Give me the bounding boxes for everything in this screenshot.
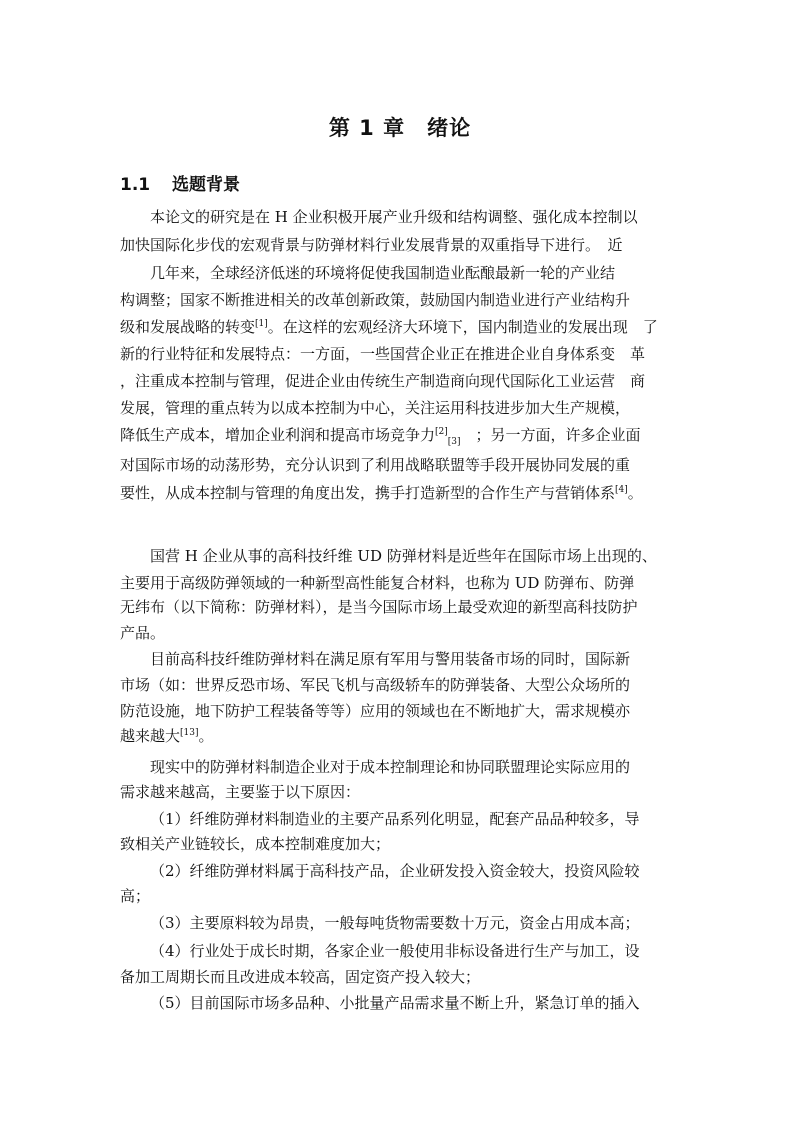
text-line [120,425,641,445]
text-fragment: 。在这样的宏观经济大环境下，国内制造业的发展出现 了 [267,318,658,336]
text-line: ，注重成本控制与管理，促进企业由传统生产制造商向现代国际化工业运营 商 [120,372,646,390]
list-item-line: （5）目前国际市场多品种、小批量产品需求量不断上升，紧急订单的插入 [150,994,640,1012]
text-fragment: 越来越大 [120,727,181,745]
list-item-line: 致相关产业链较长，成本控制难度加大； [120,835,391,853]
text-line: 产品。 [120,624,166,642]
citation-ref: [4] [615,485,628,495]
text-line [120,483,643,503]
chapter-heading [0,112,800,142]
list-item-line: （4）行业处于成长时期，各家企业一般使用非标设备进行生产与加工，设 [150,942,640,960]
text-fragment: 。 [627,484,643,502]
list-item-line: （1）纤维防弹材料制造业的主要产品系列化明显，配套产品品种较多，导 [150,810,640,828]
text-line: 本论文的研究是在 H 企业积极开展产业升级和结构调整、强化成本控制以 [150,208,638,226]
text-line: 国营 H 企业从事的高科技纤维 UD 防弹材料是近些年在国际市场上出现的、 [150,547,657,565]
text-line: 防范设施，地下防护工程装备等等）应用的领域也在不断地扩大，需求规模亦 [120,702,631,720]
text-line: 主要用于高级防弹领域的一种新型高性能复合材料，也称为 UD 防弹布、防弹 [120,574,635,592]
list-item-line: 备加工周期长而且改进成本较高，固定资产投入较大； [120,968,481,986]
text-line: 发展，管理的重点转为以成本控制为中心，关注运用科技进步加大生产规模， [120,399,631,417]
section-title: 选题背景 [172,175,240,195]
citation-ref: [1] [255,319,268,329]
text-line: 市场（如：世界反恐市场、军民飞机与高级轿车的防弹装备、大型公众场所的 [120,676,631,694]
citation-ref: [13] [180,728,199,738]
text-line: 对国际市场的动荡形势，充分认识到了利用战略联盟等手段开展协同发展的重 [120,456,631,474]
citation-ref: [2] [435,427,448,437]
text-line: 现实中的防弹材料制造企业对于成本控制理论和协同联盟理论实际应用的 [150,758,631,776]
chapter-title: 绪论 [427,116,472,140]
chapter-number: 第 1 章 [328,116,406,140]
text-line: 目前高科技纤维防弹材料在满足原有军用与警用装备市场的同时，国际新 [150,650,631,668]
text-fragment: 级和发展战略的转变 [120,318,256,336]
text-line: 构调整；国家不断推进相关的改革创新政策，鼓励国内制造业进行产业结构升 [120,291,631,309]
text-fragment: ；另一方面，许多企业面 [460,426,641,444]
text-line: 几年来，全球经济低迷的环境将促使我国制造业酝酿最新一轮的产业结 [150,264,616,282]
text-fragment: 。 [198,727,214,745]
text-line [120,726,214,746]
list-item-line: （2）纤维防弹材料属于高科技产品，企业研发投入资金较大，投资风险较 [150,862,640,880]
text-line: 无纬布（以下简称：防弹材料），是当今国际市场上最受欢迎的新型高科技防护 [120,598,638,616]
text-fragment: 降低生产成本，增加企业利润和提高市场竞争力 [120,426,436,444]
list-item-line: 高； [120,887,151,905]
text-line: 新的行业特征和发展特点：一方面，一些国营企业正在推进企业自身体系变 革 [120,345,646,363]
text-line [120,317,658,337]
text-line: 需求越来越高，主要鉴于以下原因： [120,783,361,801]
section-heading [120,170,240,195]
text-line: 加快国际化步伐的宏观背景与防弹材料行业发展背景的双重指导下进行。 近 [120,236,623,254]
text-fragment: 要性，从成本控制与管理的角度出发，携手打造新型的合作生产与营销体系 [120,484,616,502]
citation-ref: [3] [447,437,461,447]
list-item-line: （3）主要原料较为昂贵，一般每吨货物需要数十万元，资金占用成本高； [150,914,640,932]
section-number: 1.1 [120,175,151,195]
